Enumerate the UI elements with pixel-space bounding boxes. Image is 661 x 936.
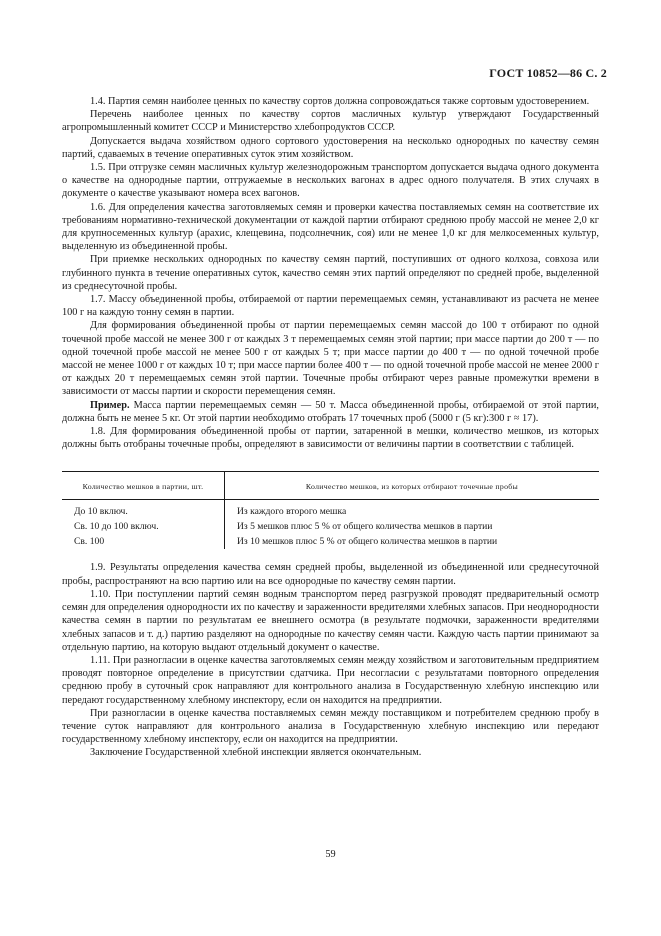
page-header: ГОСТ 10852—86 С. 2 <box>489 66 607 80</box>
example-label: Пример. <box>90 399 130 411</box>
table-row <box>62 534 599 549</box>
table-row <box>62 519 599 534</box>
table-header-row <box>62 472 599 500</box>
document-body <box>62 95 599 760</box>
example-paragraph <box>62 399 599 425</box>
page-number: 59 <box>325 849 336 860</box>
table-header-cell: Количество мешков, из которых отбирают точечные пробы <box>225 472 600 500</box>
table-cell: До 10 включ. <box>62 500 225 520</box>
paragraph: Заключение Государственной хлебной инспекции является окончательным. <box>90 747 422 759</box>
paragraph: 1.4. Партия семян наиболее ценных по качеству сортов должна сопровождаться также сортовым удостоверением. <box>90 96 590 107</box>
paragraph: При приемке нескольких однородных по качеству семян партий, поступивших от одного колхоза, совхоза или глубинного пункта в течение оперативных суток, качество семян этих партий определяют по средней пробе, выделенной из среднесуточной пробы. <box>62 254 599 292</box>
paragraph: 1.6. Для определения качества заготовляемых семян и проверки качества поставляемых семян на соответствие их требованиям нормативно-технической документации от каждой партии отбирают среднюю пробу массой не менее 2,0 кг для крупносеменных культур (арахис, клещевина, подсолнечник, соя) или не менее 1,0 кг для мелкосеменных культур, выделенную из объединенной пробы. <box>62 201 599 253</box>
example-text: Масса партии перемещаемых семян — 50 т. Масса объединенной пробы, отбираемой от этой партии, должна быть не менее 5 кг. От этой партии необходимо отобрать 17 точечных проб (5000 г (5 кг):300 г ≈ 17). <box>62 399 599 424</box>
table-row <box>62 500 599 520</box>
paragraph: Перечень наиболее ценных по качеству сортов масличных культур утверждают Государственный агропромышленный комитет СССР и Министерство хлебопродуктов СССР. <box>62 109 599 134</box>
paragraph: 1.8. Для формирования объединенной пробы от партии, затаренной в мешки, количество мешков, из которых должны быть отобраны точечные пробы, определяют в зависимости от величины партии в соответствии с таблицей. <box>62 426 599 451</box>
paragraph: 1.11. При разногласии в оценке качества заготовляемых семян между хозяйством и заготовительным предприятием проводят повторное определение в присутствии сдатчика. При несогласии с результатами повторного определения среднюю пробу в суточный срок направляют для контрольного анализа в Государственную хлебную инспекцию или передают государственному хлебному инспектору, если он находится на предприятии. <box>62 654 599 706</box>
table-cell: Из 10 мешков плюс 5 % от общего количества мешков в партии <box>237 536 498 548</box>
paragraph: Для формирования объединенной пробы от партии перемещаемых семян массой до 100 т отбирают по одной точечной пробе массой не менее 300 г от каждых 3 т перемещаемых семян этой партии; при массе партии до 200 т — по одной точечной пробе массой не менее 500 г от каждых 5 т; при массе партии до 400 т — по одной точечной пробе массой не менее 1000 г от каждых 10 т; при массе партии более 400 т — по одной точечной пробе массой не менее 2000 г от каждых 20 т перемещаемых семян этой партии. Точечные пробы отбирают через равные промежутки времени в зависимости от массы партии и скорости перемещения семян. <box>62 320 599 398</box>
sample-table <box>62 471 599 549</box>
table-cell: Св. 10 до 100 включ. <box>62 519 225 534</box>
paragraph: 1.10. При поступлении партий семян водным транспортом перед разгрузкой проводят предварительный осмотр семян для определения однородности их по качеству и зараженности вредителями хлебных запасов. При неоднородности качества семян в партии по результатам ее внешнего осмотра (в результате подмочки, зараженности вредителями хлебных запасов и т. д.) партию разделяют на однородные по качеству семян части. Каждую часть партии принимают за отдельную партию, на которую выдают отдельный документ о качестве. <box>62 588 599 653</box>
table-cell: Из 5 мешков плюс 5 % от общего количества мешков в партии <box>237 521 493 533</box>
table-cell: Св. 100 <box>62 534 225 549</box>
paragraph: 1.5. При отгрузке семян масличных культур железнодорожным транспортом допускается выдача одного документа о качестве на однородные партии, отгружаемые в нескольких вагонах в адрес одного получателя. В этих случаях в документе о качестве указывают номера всех вагонов. <box>62 162 599 200</box>
paragraph: При разногласии в оценке качества поставляемых семян между поставщиком и потребителем среднюю пробу в течение суток направляют для контрольного анализа в Государственную хлебную инспекцию или передают государственному хлебному инспектору, если он находится на предприятии. <box>62 707 599 746</box>
table-header-cell: Количество мешков в партии, шт. <box>62 472 225 500</box>
paragraph: 1.9. Результаты определения качества семян средней пробы, выделенной из объединенной или среднесуточной пробы, распространяют на всю партию или на все однородные по качеству семян партии. <box>62 562 599 587</box>
table-cell: Из каждого второго мешка <box>237 506 347 518</box>
paragraph: Допускается выдача хозяйством одного сортового удостоверения на несколько однородных по качеству семян партий, сдаваемых в течение оперативных суток этим хозяйством. <box>62 135 599 160</box>
paragraph: 1.7. Массу объединенной пробы, отбираемой от партии перемещаемых семян, устанавливают из расчета не менее 100 г на каждую тонну семян в партии. <box>62 294 599 319</box>
